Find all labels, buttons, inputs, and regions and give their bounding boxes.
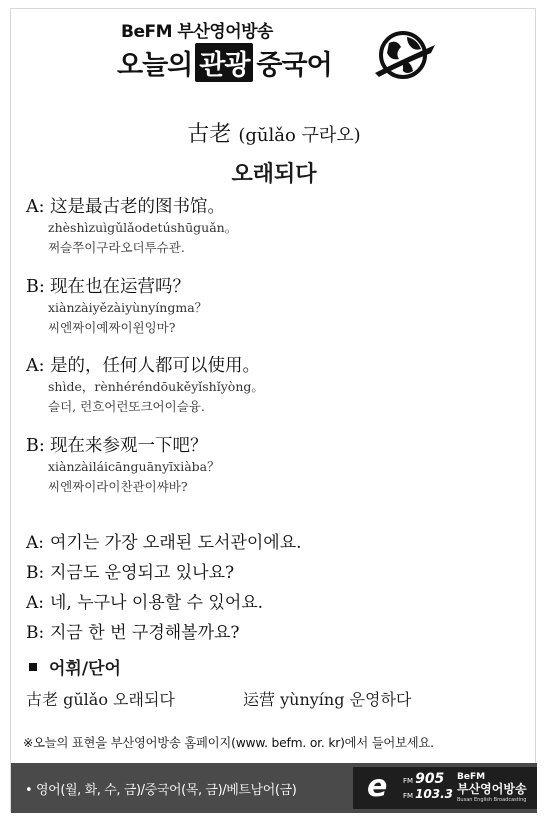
korean-text: 지금 한 번 구경해볼까요? xyxy=(50,623,240,643)
phrase-title xyxy=(11,117,537,148)
speaker: B: xyxy=(26,623,45,643)
korean-text: 여기는 가장 오래된 도서관이에요. xyxy=(50,533,302,553)
chinese-text: 现在也在运营吗？ xyxy=(50,277,190,297)
website-note: ※오늘의 표현을 부산영어방송 홈페이지(www. befm. or. kr)에서 들어보세요. xyxy=(23,736,434,750)
fm-label: FM xyxy=(403,777,414,785)
station-name: BeFM 부산영어방송 xyxy=(121,22,273,42)
pinyin-text: shìde，rènhéréndōukěyǐshǐyòng。 xyxy=(48,379,264,394)
broadcast-schedule: • 영어(월, 화, 수, 금)/중국어(목, 금)/베트남어(금) xyxy=(25,783,297,798)
reading-text: 씨엔짜이예짜이윈잉마? xyxy=(48,320,176,335)
vocab-pinyin: gŭlǎo xyxy=(63,690,108,709)
pinyin-text: xiànzàiyězàiyùnyíngma？ xyxy=(48,300,208,315)
speaker: B: xyxy=(26,277,45,297)
speaker: A: xyxy=(26,356,45,376)
brand-name: 부산영어방송 xyxy=(457,782,527,796)
globe-with-plane-icon xyxy=(373,27,437,83)
brand-english: Busan English Broadcasting xyxy=(457,797,527,803)
vocab-hanzi: 古老 xyxy=(26,690,59,709)
vocab-meaning: 운영하다 xyxy=(349,690,412,709)
speaker: A: xyxy=(26,533,45,553)
title-post: 중국어 xyxy=(256,50,332,81)
translation-line xyxy=(26,618,240,643)
speaker: B: xyxy=(26,436,45,456)
vocab-heading-text: 어휘/단어 xyxy=(49,659,121,679)
fm-label: FM xyxy=(403,792,414,800)
speaker: A: xyxy=(26,197,45,217)
korean-text: 네, 누구나 이용할 수 있어요. xyxy=(50,593,264,613)
vocab-item xyxy=(26,687,175,710)
station-logo xyxy=(353,767,537,809)
footer-bar xyxy=(11,763,537,813)
frequency-block xyxy=(403,773,453,803)
korean-text: 지금도 운영되고 있나요? xyxy=(50,563,235,583)
dialogue-line xyxy=(26,352,264,417)
speaker: A: xyxy=(26,593,45,613)
vocab-pinyin: yùnyíng xyxy=(280,690,345,709)
translation-line xyxy=(26,528,302,553)
vocab-hanzi: 运营 xyxy=(243,690,276,709)
dialogue-line xyxy=(26,193,237,258)
reading-text: 슬더, 런흐어런또크어이슬융. xyxy=(48,399,205,414)
reading-text: 쩌슬쭈이구라오더투슈관. xyxy=(48,240,185,255)
lesson-card xyxy=(10,8,536,812)
phrase-pinyin: (gŭlǎo 구라오) xyxy=(238,125,361,146)
vocab-item xyxy=(243,687,411,710)
speaker: B: xyxy=(26,563,45,583)
reading-text: 씨엔짜이라이찬관이쌰바? xyxy=(48,479,188,494)
dialogue-line xyxy=(26,432,220,497)
translation-line xyxy=(26,588,263,613)
vocab-heading xyxy=(29,654,121,679)
vocab-meaning: 오래되다 xyxy=(113,690,175,709)
phrase-meaning: 오래되다 xyxy=(231,162,317,187)
chinese-text: 现在来参观一下吧？ xyxy=(50,436,208,456)
translation-line xyxy=(26,558,234,583)
logo-e-mark: e xyxy=(367,769,388,804)
title-pre: 오늘의 xyxy=(117,50,193,81)
pinyin-text: zhèshìzuìgǔlǎodetúshūguǎn。 xyxy=(48,220,238,235)
brand-block xyxy=(457,772,527,804)
dialogue-line xyxy=(26,273,207,338)
header xyxy=(11,9,537,89)
frequency-2: 103.3 xyxy=(415,787,454,801)
chinese-text: 是的，任何人都可以使用。 xyxy=(50,356,260,376)
pinyin-text: xiànzàiláicānguānyīxiàba？ xyxy=(48,459,220,474)
show-title xyxy=(117,43,332,82)
frequency-1: 905 xyxy=(415,771,445,787)
phrase-hanzi: 古老 xyxy=(187,122,232,147)
title-boxed: 관광 xyxy=(195,43,253,82)
brand-top: BeFM xyxy=(457,772,486,782)
square-bullet-icon xyxy=(29,663,37,671)
chinese-text: 这是最古老的图书馆。 xyxy=(50,197,225,217)
